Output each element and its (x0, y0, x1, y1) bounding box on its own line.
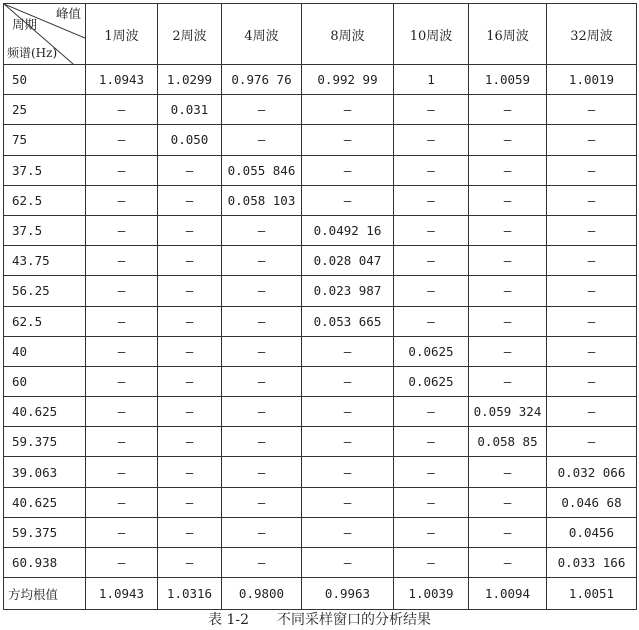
table-row (4, 487, 637, 517)
value-cell: – (469, 185, 547, 215)
value-cell: – (547, 276, 637, 306)
value-cell: – (394, 125, 469, 155)
value-cell: – (469, 276, 547, 306)
table-row (4, 276, 637, 306)
value-cell: 0.031 (158, 95, 222, 125)
value-cell: – (302, 517, 394, 547)
value-cell: – (158, 276, 222, 306)
value-cell: – (222, 366, 302, 396)
value-cell: – (469, 95, 547, 125)
value-cell: – (158, 397, 222, 427)
value-cell: – (86, 548, 158, 578)
value-cell: 0.053 665 (302, 306, 394, 336)
table-row (4, 155, 637, 185)
corner-header-cell (4, 4, 86, 65)
value-cell: – (222, 397, 302, 427)
value-cell: – (547, 246, 637, 276)
value-cell: 0.059 324 (469, 397, 547, 427)
value-cell: – (158, 517, 222, 547)
value-cell: – (469, 246, 547, 276)
value-cell: – (302, 366, 394, 396)
value-cell: – (158, 155, 222, 185)
column-header: 32周波 (547, 4, 637, 65)
value-cell: – (222, 548, 302, 578)
value-cell: – (394, 427, 469, 457)
value-cell: 0.055 846 (222, 155, 302, 185)
value-cell: – (469, 487, 547, 517)
frequency-cell: 40 (4, 336, 86, 366)
value-cell: – (302, 185, 394, 215)
table-body (4, 65, 637, 610)
value-cell: – (86, 155, 158, 185)
table-row (4, 65, 637, 95)
caption-text: 不同采样窗口的分析结果 (277, 612, 431, 628)
value-cell: – (394, 457, 469, 487)
corner-peak-label: 峰值 (55, 6, 81, 21)
value-cell: 0.032 066 (547, 457, 637, 487)
value-cell: – (469, 366, 547, 396)
value-cell: – (222, 336, 302, 366)
value-cell: – (302, 548, 394, 578)
value-cell: – (86, 517, 158, 547)
value-cell: 1.0059 (469, 65, 547, 95)
value-cell: 0.028 047 (302, 246, 394, 276)
column-header: 16周波 (469, 4, 547, 65)
frequency-cell: 75 (4, 125, 86, 155)
frequency-cell: 60.938 (4, 548, 86, 578)
frequency-cell: 59.375 (4, 427, 86, 457)
value-cell: – (222, 215, 302, 245)
frequency-cell: 62.5 (4, 306, 86, 336)
value-cell: 0.058 103 (222, 185, 302, 215)
value-cell: – (158, 548, 222, 578)
column-header: 10周波 (394, 4, 469, 65)
value-cell: – (547, 336, 637, 366)
value-cell: – (222, 517, 302, 547)
table-row (4, 517, 637, 547)
value-cell: – (547, 95, 637, 125)
value-cell: – (547, 306, 637, 336)
value-cell: – (469, 215, 547, 245)
value-cell: 0.0456 (547, 517, 637, 547)
value-cell: 1.0943 (86, 65, 158, 95)
value-cell: 1 (394, 65, 469, 95)
table-row (4, 246, 637, 276)
frequency-cell: 50 (4, 65, 86, 95)
frequency-cell: 40.625 (4, 487, 86, 517)
results-table-container (3, 3, 637, 610)
value-cell: 0.033 166 (547, 548, 637, 578)
column-header: 4周波 (222, 4, 302, 65)
value-cell: – (469, 548, 547, 578)
frequency-cell: 60 (4, 366, 86, 396)
frequency-cell: 37.5 (4, 215, 86, 245)
summary-value-cell: 1.0051 (547, 578, 637, 610)
caption-number: 表 1-2 (208, 612, 249, 628)
value-cell: – (158, 366, 222, 396)
value-cell: – (469, 457, 547, 487)
value-cell: – (394, 95, 469, 125)
value-cell: – (158, 336, 222, 366)
table-row (4, 306, 637, 336)
value-cell: – (158, 306, 222, 336)
summary-label-cell: 方均根值 (4, 578, 86, 610)
value-cell: – (86, 397, 158, 427)
value-cell: – (547, 397, 637, 427)
table-row (4, 457, 637, 487)
value-cell: – (394, 185, 469, 215)
value-cell: – (394, 155, 469, 185)
value-cell: – (394, 215, 469, 245)
value-cell: – (394, 397, 469, 427)
table-row (4, 397, 637, 427)
value-cell: – (302, 487, 394, 517)
value-cell: – (469, 155, 547, 185)
value-cell: – (158, 215, 222, 245)
value-cell: – (222, 95, 302, 125)
value-cell: – (547, 155, 637, 185)
table-row (4, 95, 637, 125)
value-cell: – (86, 276, 158, 306)
value-cell: – (222, 487, 302, 517)
summary-value-cell: 1.0039 (394, 578, 469, 610)
value-cell: – (86, 185, 158, 215)
value-cell: – (86, 336, 158, 366)
value-cell: – (158, 246, 222, 276)
value-cell: 0.0492 16 (302, 215, 394, 245)
value-cell: – (547, 215, 637, 245)
frequency-cell: 37.5 (4, 155, 86, 185)
value-cell: – (86, 95, 158, 125)
value-cell: – (394, 487, 469, 517)
column-header: 8周波 (302, 4, 394, 65)
table-caption (0, 609, 639, 629)
value-cell: – (86, 487, 158, 517)
results-table (3, 3, 637, 610)
frequency-cell: 40.625 (4, 397, 86, 427)
table-row (4, 185, 637, 215)
table-row (4, 427, 637, 457)
value-cell: – (302, 457, 394, 487)
value-cell: – (547, 427, 637, 457)
summary-row (4, 578, 637, 610)
value-cell: – (469, 125, 547, 155)
value-cell: – (222, 125, 302, 155)
value-cell: 0.0625 (394, 336, 469, 366)
summary-value-cell: 0.9963 (302, 578, 394, 610)
value-cell: 0.023 987 (302, 276, 394, 306)
value-cell: – (222, 246, 302, 276)
corner-spectrum-label: 频谱(Hz) (7, 46, 58, 60)
summary-value-cell: 1.0094 (469, 578, 547, 610)
value-cell: – (547, 366, 637, 396)
value-cell: – (86, 215, 158, 245)
table-row (4, 336, 637, 366)
value-cell: – (86, 306, 158, 336)
value-cell: – (222, 306, 302, 336)
value-cell: – (302, 155, 394, 185)
value-cell: 0.050 (158, 125, 222, 155)
value-cell: – (86, 125, 158, 155)
value-cell: 0.976 76 (222, 65, 302, 95)
value-cell: – (222, 276, 302, 306)
value-cell: – (394, 306, 469, 336)
value-cell: – (86, 246, 158, 276)
value-cell: – (158, 457, 222, 487)
value-cell: – (469, 336, 547, 366)
value-cell: – (302, 336, 394, 366)
value-cell: – (302, 95, 394, 125)
frequency-cell: 39.063 (4, 457, 86, 487)
frequency-cell: 62.5 (4, 185, 86, 215)
value-cell: 0.046 68 (547, 487, 637, 517)
value-cell: 1.0019 (547, 65, 637, 95)
value-cell: 0.992 99 (302, 65, 394, 95)
value-cell: 0.058 85 (469, 427, 547, 457)
header-row (4, 4, 637, 65)
value-cell: – (547, 125, 637, 155)
frequency-cell: 25 (4, 95, 86, 125)
table-row (4, 215, 637, 245)
table-row (4, 548, 637, 578)
value-cell: – (302, 427, 394, 457)
value-cell: 1.0299 (158, 65, 222, 95)
value-cell: – (158, 185, 222, 215)
column-header: 1周波 (86, 4, 158, 65)
table-row (4, 125, 637, 155)
value-cell: – (158, 487, 222, 517)
value-cell: – (222, 427, 302, 457)
summary-value-cell: 0.9800 (222, 578, 302, 610)
summary-value-cell: 1.0943 (86, 578, 158, 610)
value-cell: – (394, 246, 469, 276)
value-cell: – (394, 517, 469, 547)
value-cell: – (394, 276, 469, 306)
frequency-cell: 43.75 (4, 246, 86, 276)
value-cell: – (469, 517, 547, 547)
value-cell: – (86, 457, 158, 487)
value-cell: 0.0625 (394, 366, 469, 396)
summary-value-cell: 1.0316 (158, 578, 222, 610)
value-cell: – (394, 548, 469, 578)
corner-period-label: 周期 (12, 17, 38, 32)
value-cell: – (158, 427, 222, 457)
frequency-cell: 56.25 (4, 276, 86, 306)
value-cell: – (302, 397, 394, 427)
column-header: 2周波 (158, 4, 222, 65)
frequency-cell: 59.375 (4, 517, 86, 547)
value-cell: – (547, 185, 637, 215)
value-cell: – (469, 306, 547, 336)
table-row (4, 366, 637, 396)
value-cell: – (222, 457, 302, 487)
value-cell: – (86, 366, 158, 396)
value-cell: – (86, 427, 158, 457)
value-cell: – (302, 125, 394, 155)
